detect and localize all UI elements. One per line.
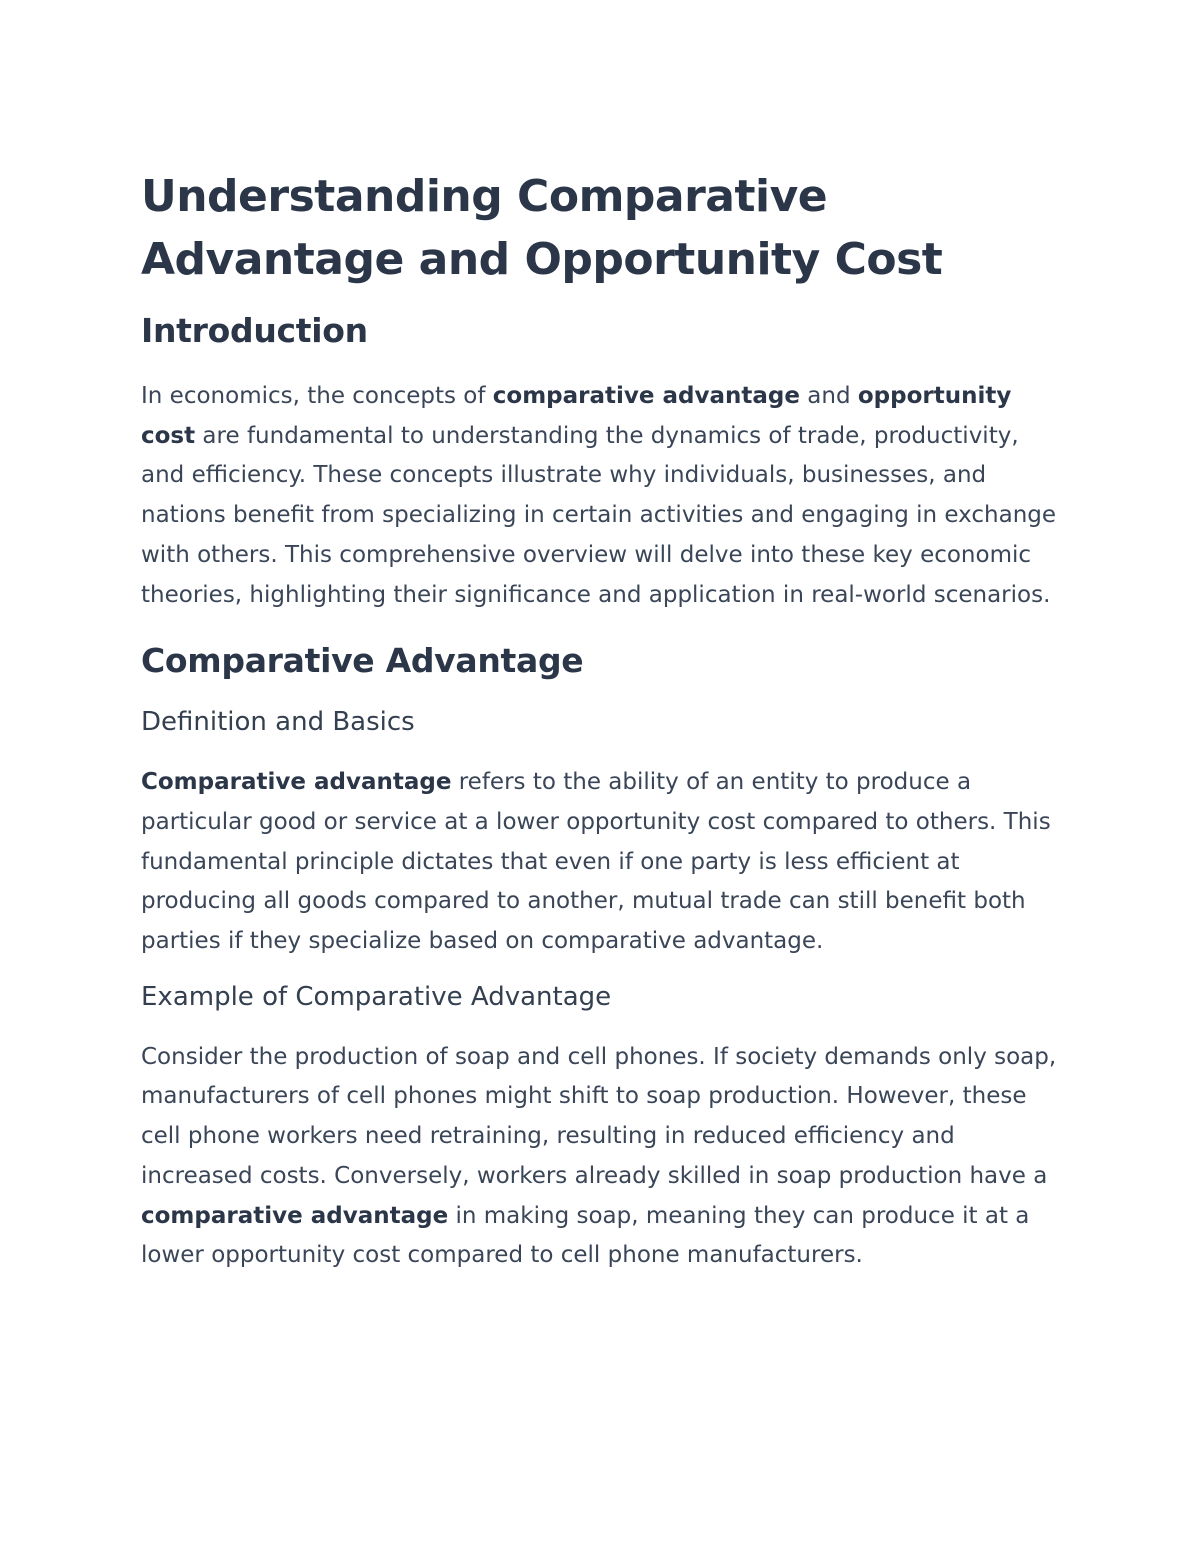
section-heading-comparative-advantage: Comparative Advantage — [141, 641, 584, 681]
bold-term-comparative-advantage: comparative advantage — [492, 383, 800, 409]
section-heading-introduction: Introduction — [141, 311, 368, 350]
document-page — [141, 165, 1063, 1276]
subsection-heading-example: Example of Comparative Advantage — [141, 981, 612, 1012]
bold-term-comparative-advantage: comparative advantage — [141, 1202, 449, 1229]
text-run: and — [799, 383, 858, 409]
subsection-heading-definition: Definition and Basics — [141, 707, 415, 738]
example-paragraph — [141, 1038, 1063, 1276]
bold-term-opportunity-cost: opportunity cost — [141, 383, 1012, 449]
document-title: Understanding Comparative Advantage and Opportunity Cost — [141, 171, 943, 285]
text-run: Consider the production of soap and cell phones. If society demands only soap, manufacturers of cell phones might shift to soap production. However, these cell phone workers need retraining, resulting in reduced efficiency and increased costs. Conversely, workers already skilled in soap production have a — [141, 1043, 1057, 1189]
text-run: In economics, the concepts of — [141, 383, 493, 409]
bold-term-comparative-advantage: Comparative advantage — [141, 769, 452, 796]
introduction-paragraph — [141, 377, 1063, 615]
text-run: are fundamental to understanding the dynamics of trade, productivity, and efficiency. These concepts illustrate why individuals, businesses, and nations benefit from specializing in certain activities and engaging in exchange with others. This comprehensive overview will delve into these key economic theories, highlighting their significance and application in real-world scenarios. — [141, 422, 1057, 608]
definition-paragraph — [141, 763, 1063, 962]
text-run: in making soap, meaning they can produce it at a lower opportunity cost compared to cell phone manufacturers. — [141, 1202, 1030, 1269]
text-run: refers to the ability of an entity to produce a particular good or service at a lower opportunity cost compared to others. This fundamental principle dictates that even if one party is less efficient at producing all goods compared to another, mutual trade can still benefit both parties if they specialize based on comparative advantage. — [141, 769, 1051, 955]
